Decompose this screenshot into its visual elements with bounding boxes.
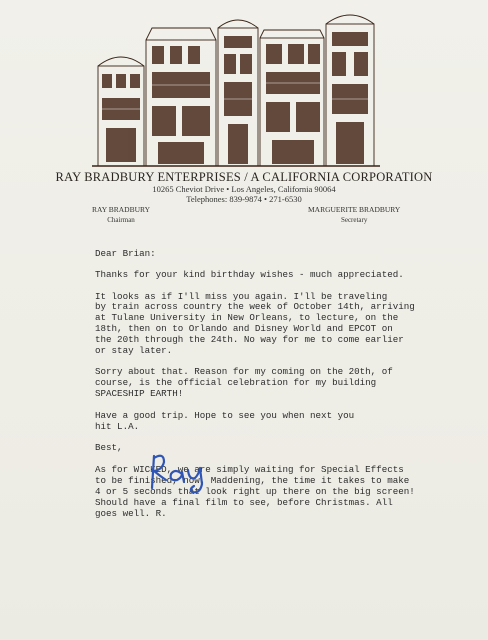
officer-secretary [308, 205, 400, 225]
letterhead-company-name: RAY BRADBURY ENTERPRISES / A CALIFORNIA CORPORATION [55, 170, 433, 184]
closing: Best, [95, 442, 123, 454]
salutation: Dear Brian: [95, 248, 156, 259]
officer-chairman-title: Chairman [107, 216, 135, 224]
paragraph-4-line: Have a good trip. Hope to see you when next you [95, 409, 355, 421]
officer-chairman-name: RAY BRADBURY [92, 205, 151, 214]
letter-body [95, 249, 455, 454]
paragraph-3-line: SPACESHIP EARTH! [95, 387, 184, 399]
handwritten-signature [142, 450, 242, 500]
paragraph-2-line: at Tulane University in New Orleans, to lecture, on the [95, 312, 399, 324]
postscript-line: 4 or 5 seconds that look right up there on the big screen! [95, 485, 415, 497]
postscript-line: to be finished, now. Maddening, the time it takes to make [95, 474, 410, 486]
paragraph-2-line: It looks as if I'll miss you again. I'll be traveling [95, 290, 388, 302]
postscript-line: As for WICKED, we are simply waiting for Special Effects [95, 464, 404, 475]
paragraph-2-line: the 20th through the 24th. No way for me to come earlier [95, 333, 404, 345]
paragraph-3-line: course, is the official celebration for my building [95, 377, 377, 389]
paragraph-3-line: Sorry about that. Reason for my coming on the 20th, of [95, 366, 393, 378]
building-engraving-illustration [92, 8, 380, 168]
paragraph-4-line: hit L.A. [95, 420, 140, 432]
postscript-line: goes well. R. [95, 507, 167, 519]
officer-chairman [92, 205, 150, 225]
paragraph-1-line: Thanks for your kind birthday wishes - much appreciated. [95, 268, 404, 280]
officer-secretary-title: Secretary [340, 216, 368, 224]
paragraph-2-line: by train across country the week of October 14th, arriving [95, 301, 415, 313]
paragraph-2-line: 18th, then on to Orlando and Disney World and EPCOT on [95, 322, 393, 334]
postscript-line: Should have a final film to see, before Christmas. All [95, 496, 393, 508]
letterhead-address: 10265 Cheviot Drive • Los Angeles, California 90064 [152, 184, 336, 194]
letterhead-telephones: Telephones: 839-9874 • 271-6530 [186, 194, 302, 204]
paragraph-2-line: or stay later. [95, 344, 173, 356]
officer-secretary-name: MARGUERITE BRADBURY [308, 205, 401, 214]
